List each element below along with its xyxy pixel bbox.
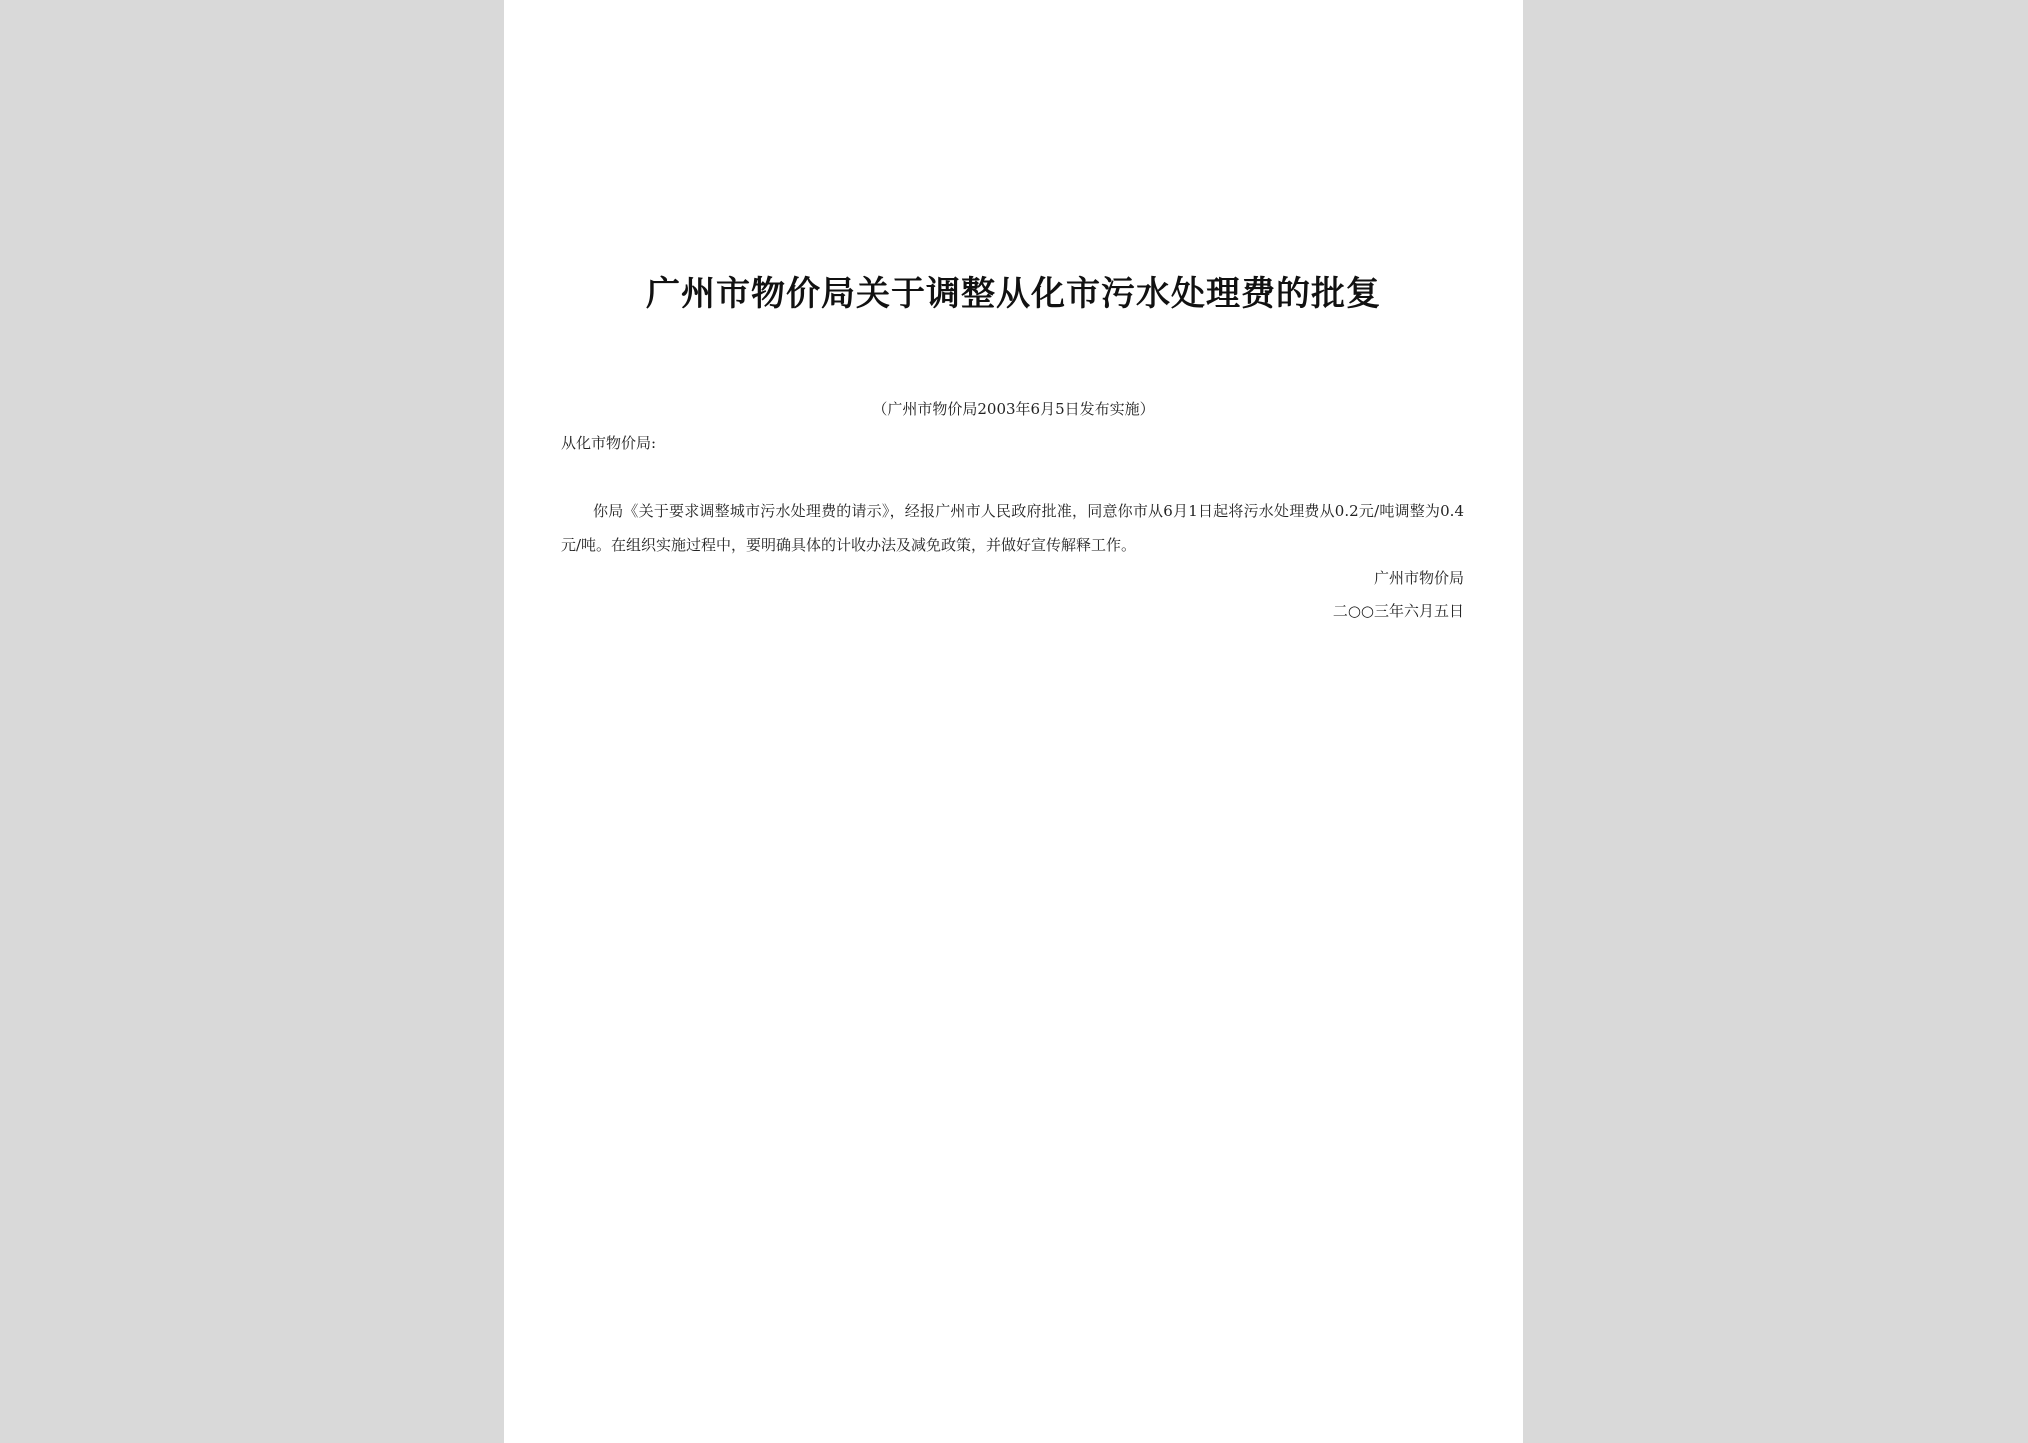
document-page — [504, 0, 1523, 1443]
document-title: 广州市物价局关于调整从化市污水处理费的批复 — [646, 274, 1381, 314]
signer: 广州市物价局 — [1373, 569, 1464, 587]
signature-block — [1333, 562, 1464, 628]
body-paragraph: 你局《关于要求调整城市污水处理费的请示》，经报广州市人民政府批准，同意你市从6月1日起将污水处理费从0.2元/吨调整为0.4元/吨。在组织实施过程中，要明确具体的计收办法及减免政策，并做好宣传解释工作。 — [561, 502, 1464, 554]
issue-note: （广州市物价局2003年6月5日发布实施） — [872, 400, 1155, 418]
salutation: 从化市物价局: — [561, 434, 657, 452]
document-date: 二○○三年六月五日 — [1332, 602, 1464, 620]
